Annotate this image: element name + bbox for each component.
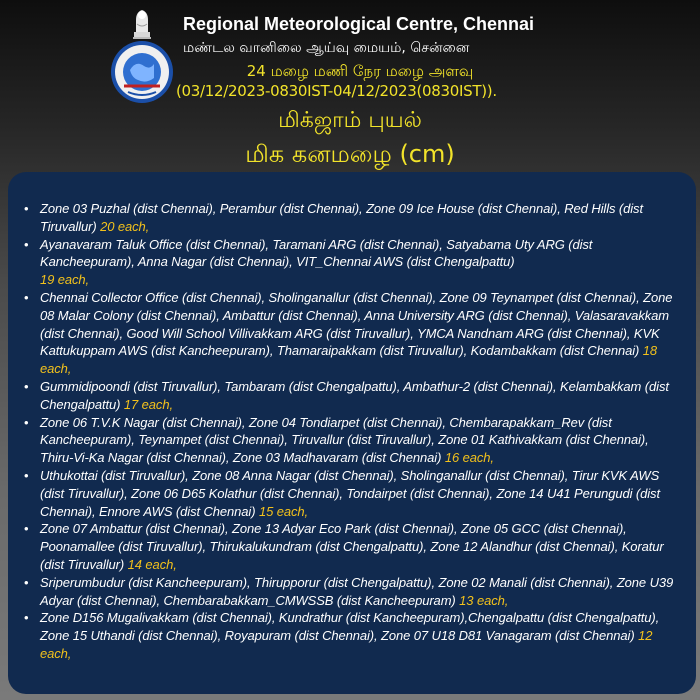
rainfall-amount: 12 each, xyxy=(40,628,653,661)
centre-name-tamil: மண்டல வானிலை ஆய்வு மையம், சென்னை xyxy=(183,40,470,56)
rainfall-amount: 20 each, xyxy=(100,218,150,234)
locations-text: Zone 03 Puzhal (dist Chennai), Perambur (dist Chennai), Zone 09 Ice House (dist Chennai), Red Hills (dist Tiruvallur) xyxy=(40,201,643,234)
rainfall-amount: 18 each, xyxy=(40,343,658,377)
locations-text: Zone 06 T.V.K Nagar (dist Chennai), Zone 04 Tondiarpet (dist Chennai), Chembarapakkam_Rev (dist Kancheepuram), Teynampet (dist Chennai), Tiruvallur (dist Tiruvallur), Zone 01 Kathivakkam (dist Chennai), Thiru-Vi-Ka Nagar (dist Chennai), Zone 03 Madhavaram (dist Chennai) xyxy=(40,414,649,466)
rainfall-amount: 14 each, xyxy=(127,556,177,572)
list-item xyxy=(24,574,678,610)
rainfall-category: மிக கனமழை (cm) xyxy=(245,140,455,168)
locations-text: Uthukottai (dist Tiruvallur), Zone 08 Anna Nagar (dist Chennai), Sholinganallur (dist Chennai), Tirur KVK AWS (dist Tiruvallur), Zone 06 D65 Kolathur (dist Chennai), Tondairpet (dist Chennai), Zone 14 U41 Perungudi (dist Chennai), Ennore AWS (dist Chennai) xyxy=(40,467,660,519)
list-item xyxy=(24,378,678,414)
rainfall-amount: 16 each, xyxy=(444,450,494,466)
locations-text: Zone 07 Ambattur (dist Chennai), Zone 13 Adyar Eco Park (dist Chennai), Zone 05 GCC (dist Chennai), Poonamallee (dist Tiruvallur), Thirukalukundram (dist Chengalpattu), Zone 12 Alandhur (dist Chennai), Koratur (dist Tiruvallur) xyxy=(40,521,664,572)
locations-text: Sriperumbudur (dist Kancheepuram), Thirupporur (dist Chengalpattu), Zone 02 Manali (dist Chennai), Zone U39 Adyar (dist Chennai), Chembarabakkam_CMWSSB (dist Kancheepuram) xyxy=(40,574,674,608)
rainfall-amount: 15 each, xyxy=(258,503,309,519)
locations-text: Gummidipoondi (dist Tiruvallur), Tambaram (dist Chengalpattu), Ambathur-2 (dist Chennai), Kelambakkam (dist Chengalpattu) xyxy=(40,378,669,412)
rainfall-list xyxy=(24,200,678,663)
list-item xyxy=(24,609,678,662)
rainfall-panel xyxy=(8,172,696,694)
list-item xyxy=(24,236,678,289)
list-item xyxy=(24,520,678,573)
locations-text: Ayanavaram Taluk Office (dist Chennai), Taramani ARG (dist Chennai), Satyabama Uty ARG (dist Kancheepuram), Anna Nagar (dist Chennai), VIT_Chennai AWS (dist Chengalpattu) xyxy=(40,236,593,270)
list-item xyxy=(24,414,678,467)
rainfall-subtitle: 24 மழை மணி நேர மழை அளவு xyxy=(246,62,474,80)
list-item xyxy=(24,200,678,236)
list-item xyxy=(24,467,678,520)
national-emblem-icon xyxy=(128,6,156,40)
date-range: (03/12/2023-0830IST-04/12/2023(0830IST)). xyxy=(176,82,497,100)
rainfall-amount: 17 each, xyxy=(123,396,173,412)
rainfall-amount: 19 each, xyxy=(40,272,90,288)
list-item xyxy=(24,289,678,378)
logo-area xyxy=(108,6,176,116)
locations-text: Zone D156 Mugalivakkam (dist Chennai), Kundrathur (dist Kancheepuram),Chengalpattu (dist Chengalpattu), Zone 15 Uthandi (dist Chennai), Royapuram (dist Chennai), Zone 07 U18 D81 Vanagaram (dist Chennai) xyxy=(40,610,660,644)
cyclone-name: மிக்ஜாம் புயல் xyxy=(278,108,422,133)
rainfall-amount: 13 each, xyxy=(459,592,509,608)
locations-text: Chennai Collector Office (dist Chennai), Sholinganallur (dist Chennai), Zone 09 Teynampet (dist Chennai), Zone 08 Malar Colony (dist Chennai), Ambattur (dist Chennai), Anna University ARG (dist Chennai), Valasaravakkam (dist Chennai), Good Will School Villivakkam ARG (dist Tiruvallur), YMCA Nandnam ARG (dist Chennai), KVK Kattukuppam AWS (dist Kancheepuram), Thamaraipakkam (dist Tiruvallur), Kodambakkam (dist Chennai) xyxy=(40,289,673,359)
page-title: Regional Meteorological Centre, Chennai xyxy=(183,14,535,34)
